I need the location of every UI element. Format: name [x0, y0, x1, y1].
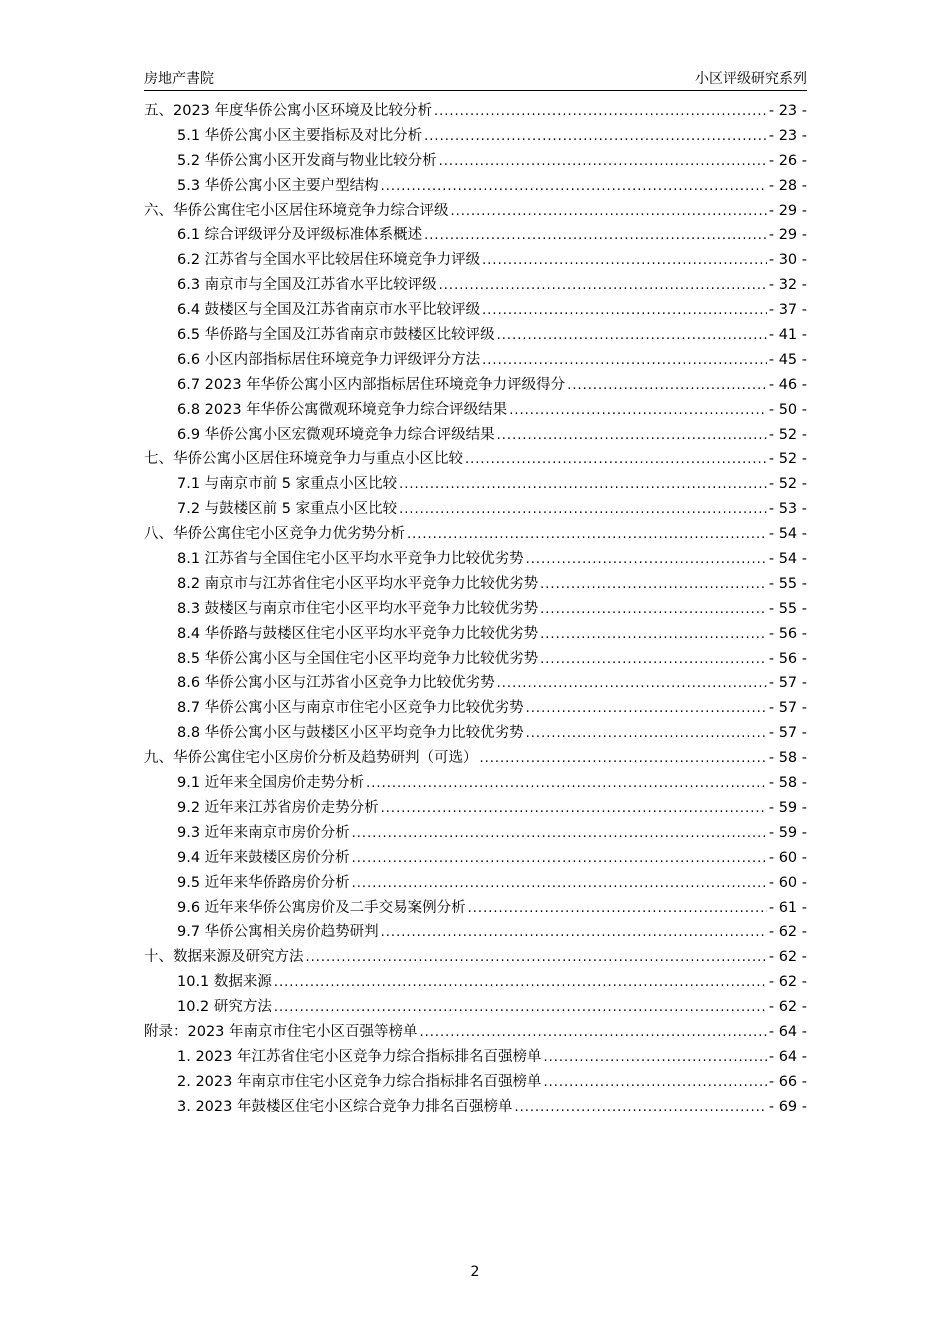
toc-entry-title: 5.3 华侨公寓小区主要户型结构 — [177, 177, 379, 194]
toc-entry-title: 八、华侨公寓住宅小区竞争力优劣势分析 — [144, 526, 405, 543]
toc-entry-page: - 64 - — [768, 1023, 807, 1040]
toc-section-entry[interactable] — [144, 298, 807, 323]
toc-entry-title: 5.2 华侨公寓小区开发商与物业比较分析 — [177, 152, 437, 169]
toc-entry-page: - 59 - — [768, 799, 807, 816]
toc-entry-page: - 26 - — [768, 152, 807, 169]
toc-section-entry[interactable] — [144, 1045, 807, 1070]
toc-dot-leader — [399, 473, 767, 498]
toc-section-entry[interactable] — [144, 1095, 807, 1120]
toc-chapter-entry[interactable] — [144, 199, 807, 224]
toc-section-entry[interactable] — [144, 223, 807, 248]
toc-dot-leader — [526, 697, 767, 722]
toc-entry-page: - 52 - — [768, 476, 807, 493]
toc-section-entry[interactable] — [144, 671, 807, 696]
toc-entry-title: 8.2 南京市与江苏省住宅小区平均水平竞争力比较优劣势 — [177, 575, 539, 592]
toc-dot-leader — [451, 200, 767, 225]
toc-entry-page: - 62 - — [768, 974, 807, 991]
toc-dot-leader — [352, 847, 767, 872]
toc-entry-page: - 59 - — [768, 824, 807, 841]
toc-entry-page: - 41 - — [768, 327, 807, 344]
toc-entry-title: 六、华侨公寓住宅小区居住环境竞争力综合评级 — [144, 202, 449, 219]
toc-section-entry[interactable] — [144, 995, 807, 1020]
toc-entry-title: 9.5 近年来华侨路房价分析 — [177, 874, 350, 891]
toc-section-entry[interactable] — [144, 871, 807, 896]
toc-entry-page: - 28 - — [768, 177, 807, 194]
toc-entry-title: 10.1 数据来源 — [177, 974, 272, 991]
toc-entry-title: 十、数据来源及研究方法 — [144, 949, 304, 966]
toc-section-entry[interactable] — [144, 970, 807, 995]
toc-section-entry[interactable] — [144, 920, 807, 945]
toc-entry-title: 6.3 南京市与全国及江苏省水平比较评级 — [177, 277, 437, 294]
toc-dot-leader — [497, 324, 767, 349]
toc-section-entry[interactable] — [144, 348, 807, 373]
toc-dot-leader — [509, 399, 767, 424]
page-number: 2 — [470, 1264, 480, 1280]
toc-entry-page: - 69 - — [768, 1098, 807, 1115]
toc-dot-leader — [366, 772, 767, 797]
toc-entry-title: 9.1 近年来全国房价走势分析 — [177, 775, 365, 792]
toc-section-entry[interactable] — [144, 821, 807, 846]
toc-section-entry[interactable] — [144, 323, 807, 348]
toc-entry-title: 6.5 华侨路与全国及江苏省南京市鼓楼区比较评级 — [177, 327, 495, 344]
toc-entry-page: - 53 - — [768, 501, 807, 518]
toc-entry-page: - 54 - — [768, 551, 807, 568]
page-header — [144, 66, 807, 91]
toc-dot-leader — [399, 498, 767, 523]
toc-dot-leader — [424, 224, 767, 249]
toc-entry-page: - 29 - — [768, 227, 807, 244]
toc-entry-title: 8.7 华侨公寓小区与南京市住宅小区竞争力比较优劣势 — [177, 700, 524, 717]
toc-entry-page: - 58 - — [768, 750, 807, 767]
toc-entry-title: 七、华侨公寓小区居住环境竞争力与重点小区比较 — [144, 451, 463, 468]
toc-entry-title: 7.2 与鼓楼区前 5 家重点小区比较 — [177, 501, 398, 518]
toc-entry-page: - 23 - — [768, 103, 807, 119]
toc-section-entry[interactable] — [144, 696, 807, 721]
toc-section-entry[interactable] — [144, 547, 807, 572]
toc-dot-leader — [482, 349, 767, 374]
toc-dot-leader — [420, 1021, 767, 1046]
toc-dot-leader — [482, 299, 767, 324]
toc-chapter-entry[interactable] — [144, 447, 807, 472]
toc-section-entry[interactable] — [144, 248, 807, 273]
toc-entry-page: - 37 - — [768, 302, 807, 319]
toc-entry-page: - 62 - — [768, 999, 807, 1016]
toc-section-entry[interactable] — [144, 497, 807, 522]
toc-entry-title: 9.3 近年来南京市房价分析 — [177, 824, 350, 841]
toc-entry-title: 10.2 研究方法 — [177, 999, 272, 1016]
toc-entry-page: - 61 - — [768, 899, 807, 916]
toc-dot-leader — [526, 548, 767, 573]
toc-section-entry[interactable] — [144, 1070, 807, 1095]
toc-chapter-entry[interactable] — [144, 522, 807, 547]
toc-dot-leader — [439, 150, 767, 175]
toc-dot-leader — [274, 996, 767, 1021]
toc-entry-title: 8.1 江苏省与全国住宅小区平均水平竞争力比较优劣势 — [177, 551, 524, 568]
toc-section-entry[interactable] — [144, 423, 807, 448]
toc-entry-title: 8.6 华侨公寓小区与江苏省小区竞争力比较优劣势 — [177, 675, 495, 692]
toc-dot-leader — [352, 872, 767, 897]
toc-dot-leader — [439, 274, 767, 299]
toc-entry-title: 9.7 华侨公寓相关房价趋势研判 — [177, 924, 379, 941]
header-publisher: 房地产書院 — [144, 71, 214, 87]
toc-entry-page: - 55 - — [768, 600, 807, 617]
toc-entry-page: - 29 - — [768, 202, 807, 219]
toc-entry-page: - 55 - — [768, 575, 807, 592]
toc-entry-title: 8.8 华侨公寓小区与鼓楼区小区平均竞争力比较优劣势 — [177, 725, 524, 742]
toc-section-entry[interactable] — [144, 721, 807, 746]
toc-entry-title: 2. 2023 年南京市住宅小区竞争力综合指标排名百强榜单 — [177, 1073, 542, 1090]
toc-entry-page: - 62 - — [768, 949, 807, 966]
header-series-title: 小区评级研究系列 — [695, 71, 807, 87]
toc-entry-title: 8.5 华侨公寓小区与全国住宅小区平均竞争力比较优劣势 — [177, 650, 539, 667]
toc-dot-leader — [540, 573, 767, 598]
toc-dot-leader — [543, 1071, 766, 1096]
toc-entry-page: - 60 - — [768, 849, 807, 866]
toc-entry-page: - 45 - — [768, 351, 807, 368]
toc-chapter-entry[interactable] — [144, 945, 807, 970]
toc-entry-page: - 52 - — [768, 451, 807, 468]
toc-entry-page: - 46 - — [768, 376, 807, 393]
toc-dot-leader — [497, 424, 767, 449]
toc-dot-leader — [497, 672, 767, 697]
toc-chapter-entry[interactable] — [144, 99, 807, 124]
toc-entry-title: 1. 2023 年江苏省住宅小区竞争力综合指标排名百强榜单 — [177, 1048, 542, 1065]
toc-dot-leader — [434, 100, 767, 125]
toc-dot-leader — [540, 598, 767, 623]
toc-section-entry[interactable] — [144, 597, 807, 622]
toc-entry-page: - 32 - — [768, 277, 807, 294]
toc-section-entry[interactable] — [144, 373, 807, 398]
toc-entry-title: 8.3 鼓楼区与南京市住宅小区平均水平竞争力比较优劣势 — [177, 600, 539, 617]
toc-dot-leader — [381, 921, 767, 946]
table-of-contents — [144, 99, 807, 1120]
toc-entry-title: 9.2 近年来江苏省房价走势分析 — [177, 799, 379, 816]
toc-dot-leader — [468, 897, 767, 922]
toc-entry-page: - 60 - — [768, 874, 807, 891]
toc-dot-leader — [381, 797, 767, 822]
toc-entry-title: 6.7 2023 年华侨公寓小区内部指标居住环境竞争力评级得分 — [177, 376, 566, 393]
toc-entry-title: 6.4 鼓楼区与全国及江苏省南京市水平比较评级 — [177, 302, 481, 319]
toc-entry-title: 6.1 综合评级评分及评级标准体系概述 — [177, 227, 423, 244]
toc-dot-leader — [381, 175, 767, 200]
toc-entry-page: - 64 - — [768, 1048, 807, 1065]
toc-dot-leader — [407, 523, 767, 548]
toc-entry-title: 附录：2023 年南京市住宅小区百强等榜单 — [144, 1023, 418, 1040]
toc-section-entry[interactable] — [144, 622, 807, 647]
toc-dot-leader — [424, 125, 767, 150]
toc-entry-title: 6.2 江苏省与全国水平比较居住环境竞争力评级 — [177, 252, 481, 269]
toc-dot-leader — [352, 822, 767, 847]
toc-dot-leader — [540, 648, 767, 673]
toc-section-entry[interactable] — [144, 647, 807, 672]
toc-dot-leader — [306, 946, 767, 971]
toc-dot-leader — [480, 747, 767, 772]
toc-entry-page: - 62 - — [768, 924, 807, 941]
toc-entry-page: - 30 - — [768, 252, 807, 269]
toc-entry-title: 8.4 华侨路与鼓楼区住宅小区平均水平竞争力比较优劣势 — [177, 625, 539, 642]
toc-chapter-entry[interactable] — [144, 746, 807, 771]
toc-entry-page: - 56 - — [768, 625, 807, 642]
toc-entry-page: - 57 - — [768, 725, 807, 742]
toc-entry-page: - 50 - — [768, 401, 807, 418]
toc-dot-leader — [526, 722, 767, 747]
toc-entry-page: - 56 - — [768, 650, 807, 667]
toc-entry-page: - 57 - — [768, 675, 807, 692]
toc-dot-leader — [274, 971, 767, 996]
toc-section-entry[interactable] — [144, 149, 807, 174]
toc-entry-page: - 66 - — [768, 1073, 807, 1090]
toc-section-entry[interactable] — [144, 174, 807, 199]
toc-entry-title: 五、2023 年度华侨公寓小区环境及比较分析 — [144, 103, 433, 119]
toc-entry-title: 6.9 华侨公寓小区宏微观环境竞争力综合评级结果 — [177, 426, 495, 443]
toc-section-entry[interactable] — [144, 771, 807, 796]
toc-section-entry[interactable] — [144, 124, 807, 149]
toc-section-entry[interactable] — [144, 846, 807, 871]
toc-section-entry[interactable] — [144, 796, 807, 821]
toc-section-entry[interactable] — [144, 273, 807, 298]
toc-entry-title: 9.6 近年来华侨公寓房价及二手交易案例分析 — [177, 899, 466, 916]
toc-entry-page: - 57 - — [768, 700, 807, 717]
toc-section-entry[interactable] — [144, 398, 807, 423]
toc-section-entry[interactable] — [144, 472, 807, 497]
toc-section-entry[interactable] — [144, 572, 807, 597]
toc-dot-leader — [567, 374, 767, 399]
toc-entry-title: 6.6 小区内部指标居住环境竞争力评级评分方法 — [177, 351, 481, 368]
toc-entry-page: - 58 - — [768, 775, 807, 792]
toc-dot-leader — [465, 448, 767, 473]
toc-chapter-entry[interactable] — [144, 1020, 807, 1045]
toc-entry-title: 九、华侨公寓住宅小区房价分析及趋势研判（可选） — [144, 750, 478, 767]
toc-entry-title: 5.1 华侨公寓小区主要指标及对比分析 — [177, 127, 423, 144]
toc-entry-title: 7.1 与南京市前 5 家重点小区比较 — [177, 476, 398, 493]
toc-dot-leader — [540, 623, 767, 648]
toc-entry-page: - 23 - — [768, 127, 807, 144]
toc-dot-leader — [514, 1096, 766, 1121]
toc-entry-page: - 52 - — [768, 426, 807, 443]
toc-entry-page: - 54 - — [768, 526, 807, 543]
toc-entry-title: 6.8 2023 年华侨公寓微观环境竞争力综合评级结果 — [177, 401, 508, 418]
toc-dot-leader — [543, 1046, 766, 1071]
toc-section-entry[interactable] — [144, 896, 807, 921]
toc-entry-title: 3. 2023 年鼓楼区住宅小区综合竞争力排名百强榜单 — [177, 1098, 513, 1115]
toc-entry-title: 9.4 近年来鼓楼区房价分析 — [177, 849, 350, 866]
toc-dot-leader — [482, 249, 767, 274]
